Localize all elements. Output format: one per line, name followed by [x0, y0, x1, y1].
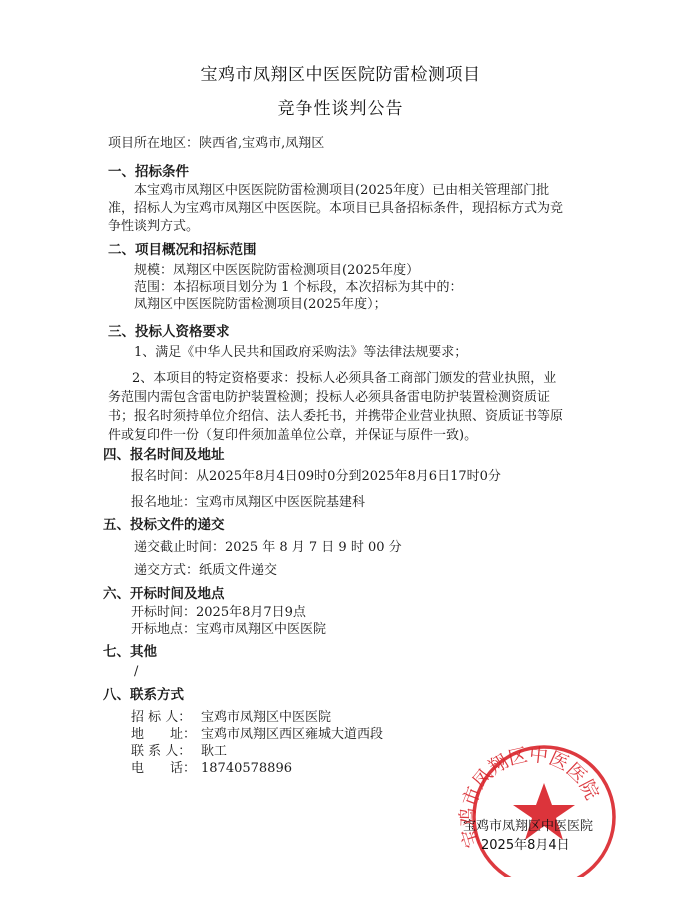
submission-deadline: 递交截止时间：2025 年 8 月 7 日 9 时 00 分: [134, 540, 402, 555]
contact-value: 宝鸡市凤翔区中医医院: [201, 710, 332, 725]
contact-label: 联 系 人：: [131, 744, 192, 759]
contact-row-person: [131, 744, 227, 760]
contact-value: 18740578896: [201, 761, 292, 776]
project-scope-item: 凤翔区中医医院防雷检测项目(2025年度）；: [134, 297, 387, 312]
seal-text: 宝鸡市凤翔区中医医院: [456, 743, 603, 851]
section-heading-2: 二、项目概况和招标范围: [108, 242, 257, 258]
section-heading-4: 四、报名时间及地址: [103, 447, 225, 463]
section-heading-6: 六、开标时间及地点: [103, 586, 225, 602]
signature-organization: 宝鸡市凤翔区中医医院: [463, 819, 594, 834]
contact-row-phone: [131, 761, 292, 777]
document-title: 宝鸡市凤翔区中医医院防雷检测项目: [200, 65, 481, 85]
opening-time: 开标时间：2025年8月7日9点: [131, 605, 306, 620]
section-1-paragraph: 本宝鸡市凤翔区中医医院防雷检测项目(2025年度）已由相关管理部门批准，招标人为宝鸡市凤翔区中医医院。本项目已具备招标条件，现招标方式为竞争性谈判方式。: [108, 183, 564, 234]
contact-row-tenderer: [131, 710, 331, 726]
project-scope: 范围：本招标项目划分为 1 个标段，本次招标为其中的：: [134, 280, 463, 295]
contact-label: 地 址：: [131, 727, 197, 742]
section-heading-7: 七、其他: [103, 644, 157, 660]
project-region: 项目所在地区：陕西省,宝鸡市,凤翔区: [108, 136, 325, 151]
signature-date: 2025年8月4日: [481, 838, 570, 853]
document-subtitle: 竞争性谈判公告: [277, 99, 404, 119]
opening-place: 开标地点：宝鸡市凤翔区中医医院: [131, 622, 327, 637]
requirement-2: 2、本项目的特定资格要求：投标人必须具备工商部门颁发的营业执照，业务范围内需包含雷电防护装置检测；投标人必须具备雷电防护装置检测资质证书；报名时须持单位介绍信、法人委托书，并携带企业营业执照、资质证书等原件或复印件一份（复印件须加盖单位公章，并保证与原件一致)。: [108, 371, 564, 443]
contact-label: 招 标 人：: [131, 710, 192, 725]
section-heading-5: 五、投标文件的递交: [103, 517, 225, 533]
contact-label: 电 话：: [131, 761, 197, 776]
submission-method: 递交方式：纸质文件递交: [134, 563, 278, 578]
official-seal-icon: [440, 727, 618, 877]
section-heading-1: 一、招标条件: [108, 164, 189, 180]
contact-value: 宝鸡市凤翔区西区雍城大道西段: [201, 727, 384, 742]
requirement-1: 1、满足《中华人民共和国政府采购法》等法律法规要求；: [134, 345, 468, 360]
section-heading-8: 八、联系方式: [103, 687, 184, 703]
project-scale: 规模：凤翔区中医医院防雷检测项目(2025年度）: [134, 263, 420, 278]
other-content: /: [134, 664, 139, 679]
section-heading-3: 三、投标人资格要求: [108, 324, 230, 340]
registration-address: 报名地址：宝鸡市凤翔区中医医院基建科: [131, 495, 366, 510]
contact-row-address: [131, 727, 383, 743]
contact-value: 耿工: [201, 744, 228, 759]
registration-time: 报名时间：从2025年8月4日09时0分到2025年8月6日17时0分: [131, 469, 501, 484]
